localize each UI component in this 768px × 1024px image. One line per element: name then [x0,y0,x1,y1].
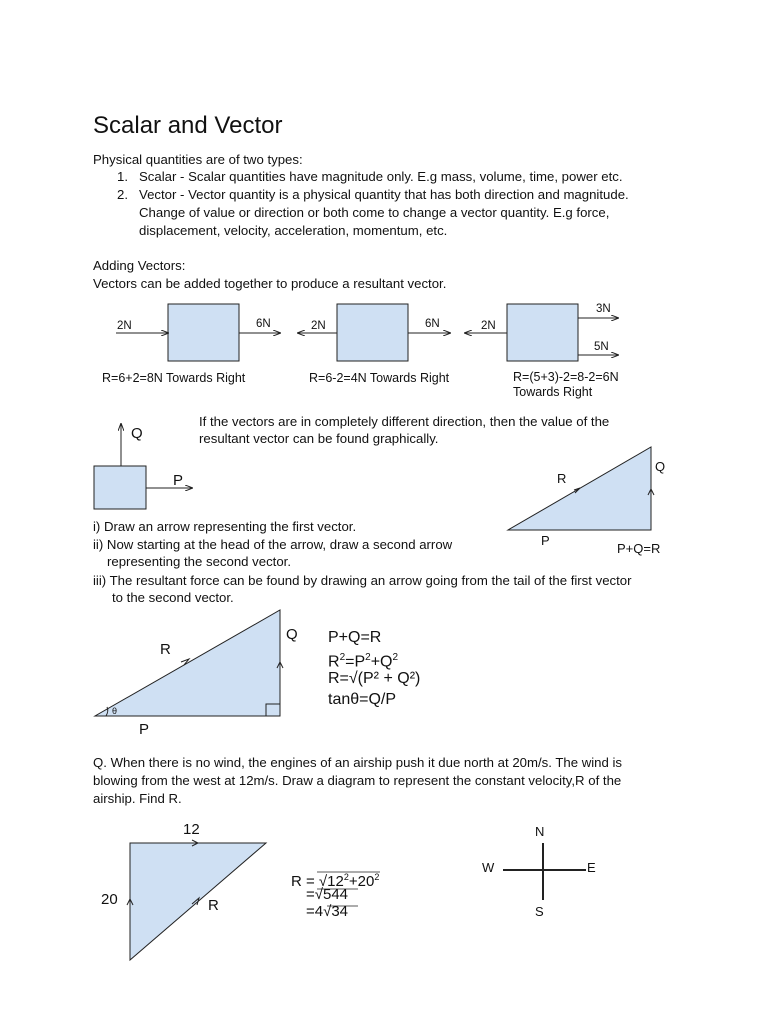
compass-e: E [587,860,596,875]
qp-box [94,466,146,509]
label-2n: 2N [311,320,326,332]
step-2-cont: representing the second vector. [107,554,292,569]
solution-3: =4√34 [306,903,349,920]
small-tri-p: P [541,533,550,548]
equation-2: $R^2=P^2+Q^2$ [328,652,399,671]
intro-text: Physical quantities are of two types: [93,152,303,167]
compass-w: W [482,860,495,875]
result-3-line1: R=(5+3)-2=8-2=6N [513,370,619,384]
label-6n: 6N [425,318,440,330]
question-line: airship. Find R. [93,791,182,806]
label-5n: 5N [594,341,609,353]
question-line: Q. When there is no wind, the engines of an airship push it due north at 20m/s. The wind is [93,755,623,770]
label-q: Q [131,425,143,442]
adding-heading: Adding Vectors: [93,258,186,273]
list-item-text: displacement, velocity, acceleration, momentum, etc. [139,223,448,238]
compass-n: N [535,824,545,839]
big-tri-p: P [139,721,150,738]
equation-3: R=√(P² + Q²) [328,670,421,687]
result-2: R=6-2=4N Towards Right [309,371,450,385]
small-tri-q: Q [655,459,666,474]
box-3 [507,304,578,361]
label-2n: 2N [481,320,496,332]
label-6n: 6N [256,318,271,330]
graphical-text: If the vectors are in completely different direction, then the value of the [199,414,610,429]
step-1: i) Draw an arrow representing the first vector. [93,519,357,534]
theta-label: θ [112,706,118,716]
big-triangle [95,610,280,716]
solution-2: =√544 [306,886,349,903]
label-2n: 2N [117,320,132,332]
small-tri-r: R [557,471,567,486]
solution-1: $R = √12^2+20^2$ [291,872,380,890]
airship-hyp-label: R [208,897,219,914]
airship-top-label: 12 [183,821,200,838]
step-3: iii) The resultant force can be found by drawing an arrow going from the tail of the first vector [93,573,632,588]
list-number: 1. [117,169,128,184]
big-tri-q: Q [286,626,298,643]
label-3n: 3N [596,303,611,315]
equation-4: tanθ=Q/P [328,691,397,708]
equation-1: P+Q=R [328,629,382,646]
airship-left-label: 20 [101,891,118,908]
list-item-text: Scalar - Scalar quantities have magnitude only. E.g mass, volume, time, power etc. [139,169,623,184]
big-tri-r: R [160,641,171,658]
step-2: ii) Now starting at the head of the arrow, draw a second arrow [93,537,453,552]
list-item-text: Vector - Vector quantity is a physical quantity that has both direction and magnitude. [139,187,629,202]
small-tri-eq: P+Q=R [617,541,661,556]
list-number: 2. [117,187,128,202]
page-title: Scalar and Vector [93,112,283,139]
result-3-line2: Towards Right [513,385,593,399]
box-2 [337,304,408,361]
box-1 [168,304,239,361]
step-3-cont: to the second vector. [112,590,234,605]
result-1: R=6+2=8N Towards Right [102,371,246,385]
question-line: blowing from the west at 12m/s. Draw a diagram to represent the constant velocity,R of the [93,773,622,788]
label-p: P [173,472,184,489]
compass-s: S [535,904,544,919]
list-item-text: Change of value or direction or both come to change a vector quantity. E.g force, [139,205,610,220]
adding-text: Vectors can be added together to produce a resultant vector. [93,276,447,291]
graphical-text: resultant vector can be found graphically. [199,431,439,446]
